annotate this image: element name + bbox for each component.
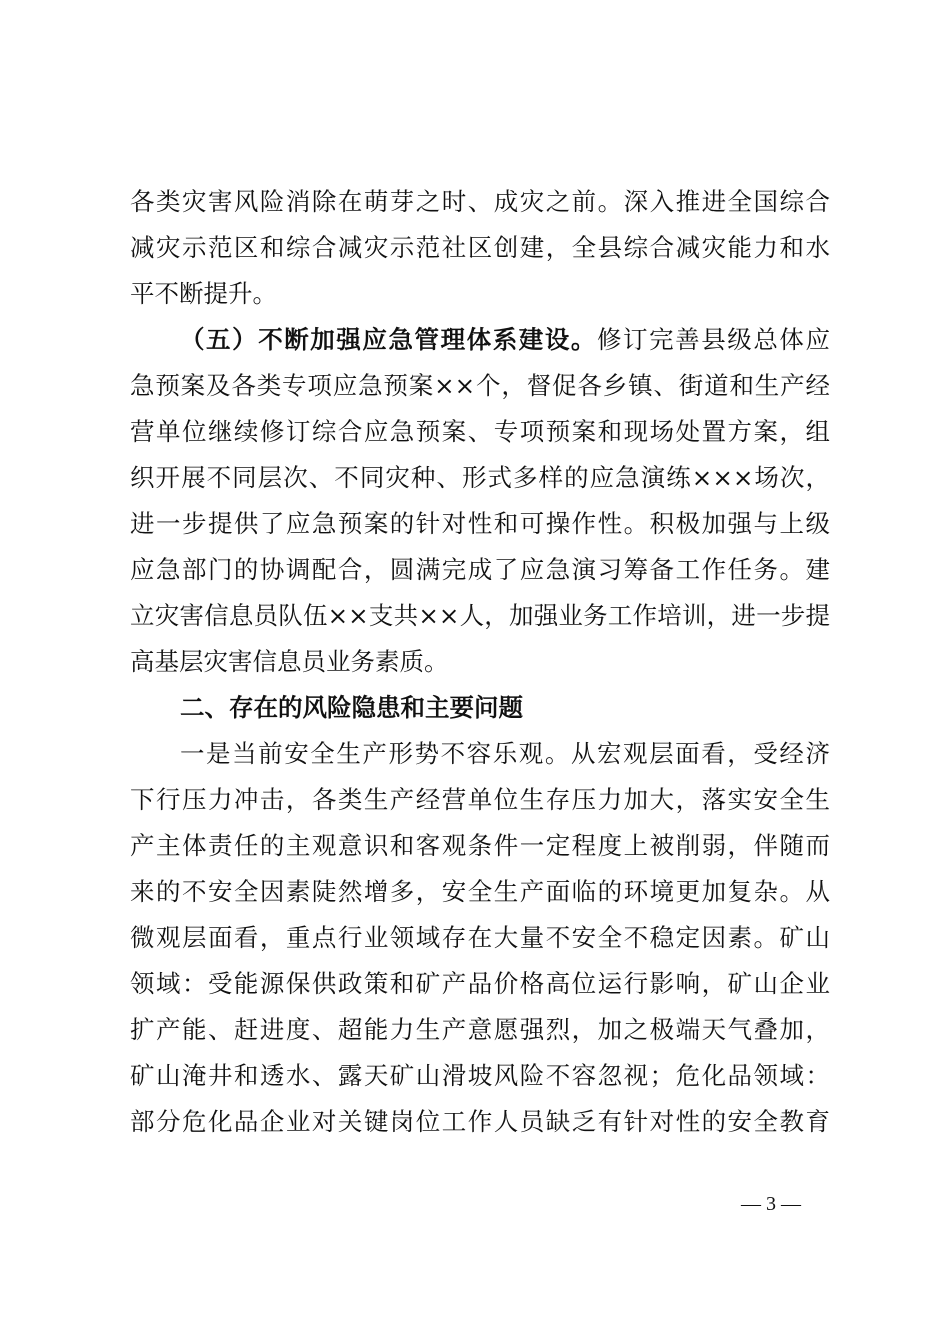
body-line-1: 各类灾害风险消除在萌芽之时、成灾之前。深入推进全国综合 (130, 187, 830, 216)
section-five-text: 修订完善县级总体应 (597, 325, 830, 354)
body-line-21: 矿山淹井和透水、露天矿山滑坡风险不容忽视；危化品领域： (130, 1061, 830, 1090)
section-five-line (180, 318, 830, 362)
body-line-8: 织开展不同层次、不同灾种、形式多样的应急演练×××场次， (130, 463, 830, 492)
body-line-19: 领域：受能源保供政策和矿产品价格高位运行影响，矿山企业 (130, 969, 830, 998)
body-line-15: 下行压力冲击，各类生产经营单位生存压力加大，落实安全生 (130, 785, 830, 814)
body-line-20: 扩产能、赶进度、超能力生产意愿强烈，加之极端天气叠加， (130, 1015, 830, 1044)
body-line-22: 部分危化品企业对关键岗位工作人员缺乏有针对性的安全教育 (130, 1107, 830, 1136)
body-line-10: 应急部门的协调配合，圆满完成了应急演习筹备工作任务。建 (130, 555, 830, 584)
section-five-title: 不断加强应急管理体系建设。 (258, 325, 597, 354)
body-line-17: 来的不安全因素陡然增多，安全生产面临的环境更加复杂。从 (130, 877, 830, 906)
body-line-7: 营单位继续修订综合应急预案、专项预案和现场处置方案，组 (130, 417, 830, 446)
body-line-18: 微观层面看，重点行业领域存在大量不安全不稳定因素。矿山 (130, 923, 830, 952)
body-line-6: 急预案及各类专项应急预案××个，督促各乡镇、街道和生产经 (130, 371, 830, 400)
body-line-12: 高基层灾害信息员业务素质。 (130, 647, 449, 676)
body-line-9: 进一步提供了应急预案的针对性和可操作性。积极加强与上级 (130, 509, 830, 538)
body-line-14: 一是当前安全生产形势不容乐观。从宏观层面看，受经济 (180, 739, 830, 768)
body-line-16: 产主体责任的主观意识和客观条件一定程度上被削弱，伴随而 (130, 831, 830, 860)
section-two-heading: 二、存在的风险隐患和主要问题 (180, 693, 523, 722)
body-line-11: 立灾害信息员队伍××支共××人，加强业务工作培训，进一步提 (130, 601, 830, 630)
body-line-3: 平不断提升。 (130, 279, 277, 308)
page-number: — 3 — (741, 1193, 801, 1215)
body-line-2: 减灾示范区和综合减灾示范社区创建，全县综合减灾能力和水 (130, 233, 830, 262)
section-five-label: （五） (180, 325, 259, 354)
